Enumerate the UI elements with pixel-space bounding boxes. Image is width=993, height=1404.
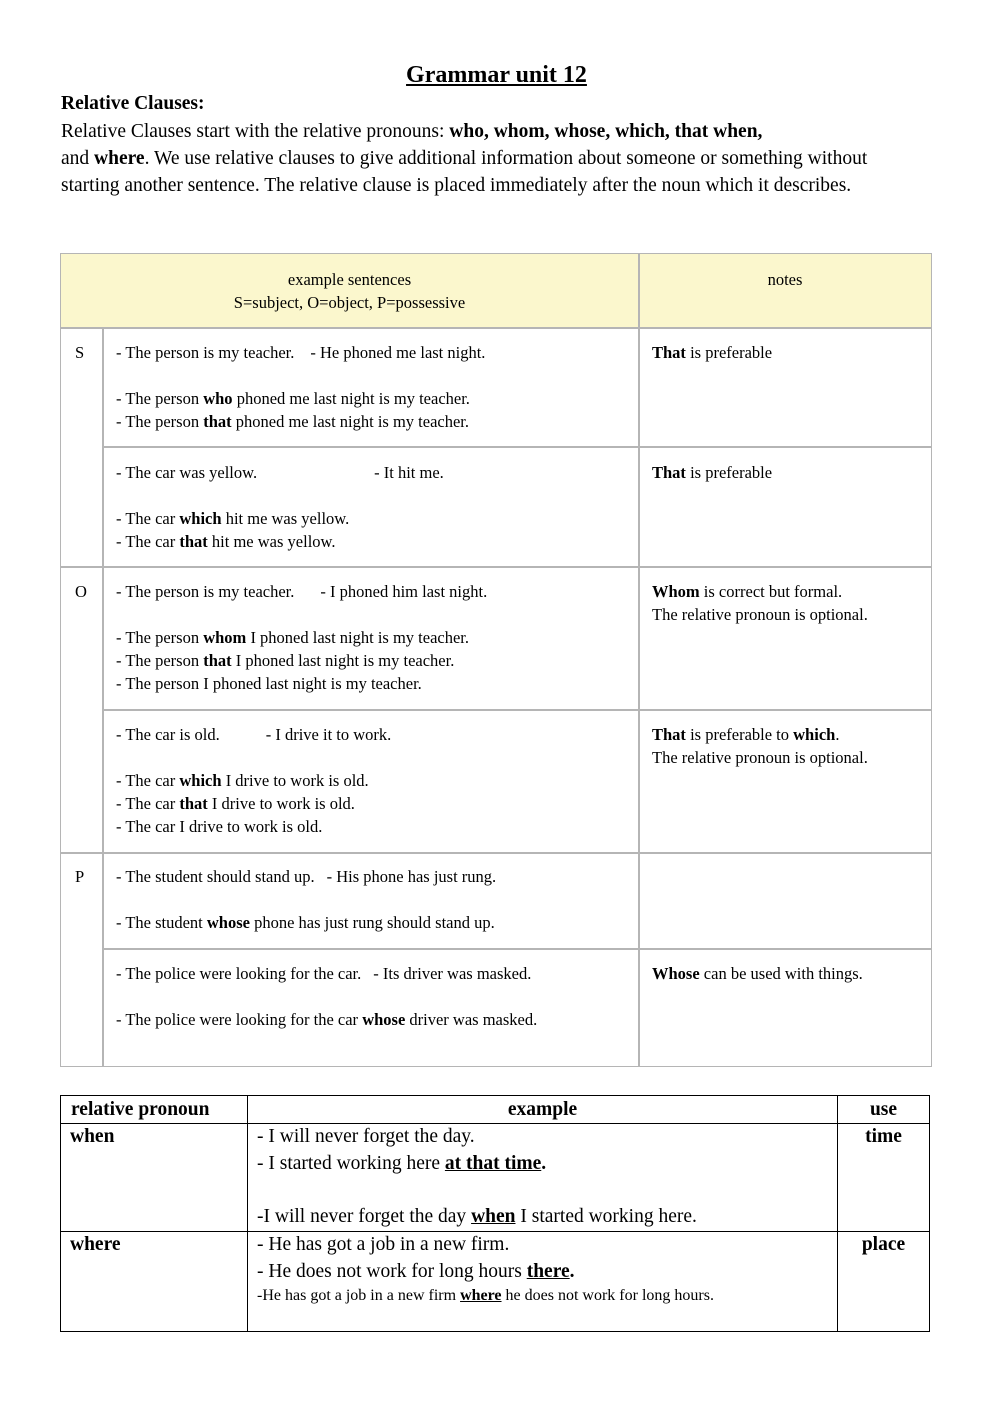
header-notes-cell (639, 254, 931, 327)
text: I drive to work is old. (207, 794, 355, 813)
text: phoned me last night is my teacher. (232, 389, 470, 408)
note-s1 (652, 341, 924, 364)
intro-text-1: Relative Clauses start with the relative pronouns: (61, 121, 450, 142)
sentence: - It hit me. (374, 463, 444, 482)
sentence: - He phoned me last night. (310, 343, 486, 362)
text: -I will never forget the day (257, 1206, 472, 1227)
example-where (257, 1232, 835, 1307)
note-text: The relative pronoun is optional. (652, 605, 868, 624)
sentence: - He has got a job in a new firm. (257, 1234, 510, 1255)
use-when: time (865, 1126, 902, 1147)
text: - The car (116, 771, 180, 790)
example-p1 (116, 865, 631, 934)
sentence: - The student should stand up. (116, 867, 315, 886)
note-text: is preferable (685, 343, 773, 362)
intro-text-2: and (61, 148, 95, 169)
sentence: - The car I drive to work is old. (116, 817, 323, 836)
header-pronoun: relative pronoun (71, 1099, 210, 1120)
intro-text-3: . We use relative clauses to give additional information about someone or something without starting another sentence. The relative clause is placed immediately after the noun which it describes. (61, 148, 868, 196)
header-example-legend: S=subject, O=object, P=possessive (233, 293, 466, 312)
example-p2 (116, 962, 631, 1031)
pronoun: whose (206, 913, 250, 932)
sentence: - The person I phoned last night is my teacher. (116, 674, 422, 693)
text: - The person (116, 651, 204, 670)
emphasis: at that time (444, 1152, 542, 1174)
sentence: - The police were looking for the car. (116, 964, 362, 983)
example-o1 (116, 580, 631, 695)
section-heading: Relative Clauses: (61, 93, 205, 114)
pronoun: where (460, 1287, 502, 1304)
pronoun: which (179, 771, 222, 790)
note-bold: That (652, 463, 686, 482)
text: - He does not work for long hours (257, 1260, 527, 1282)
intro-where: where (94, 148, 145, 169)
note-bold: Whose (652, 964, 700, 983)
pronoun: who (203, 389, 233, 408)
text: -He has got a job in a new firm (257, 1287, 461, 1304)
sentence: - The car is old. (116, 725, 220, 744)
header-use: use (869, 1099, 898, 1120)
label-object: O (75, 582, 87, 601)
sentence: - The car was yellow. (116, 463, 258, 482)
text: hit me was yellow. (207, 532, 336, 551)
sentence: - The person is my teacher. (116, 343, 295, 362)
pronoun: that (203, 651, 232, 670)
header-notes-title: notes (767, 270, 803, 289)
text: . (569, 1260, 575, 1282)
sentence: - Its driver was masked. (373, 964, 532, 983)
note-text: The relative pronoun is optional. (652, 748, 868, 767)
intro-paragraph (61, 118, 921, 199)
note-text: can be used with things. (699, 964, 863, 983)
example-s2 (116, 461, 631, 553)
note-text: is preferable (685, 463, 773, 482)
sentence: - I drive it to work. (265, 725, 392, 744)
pronoun: which (179, 509, 222, 528)
note-p2 (652, 962, 924, 985)
note-o1 (652, 580, 924, 626)
examples-table (60, 253, 932, 1067)
header-example-cell (61, 254, 638, 327)
note-text: is preferable to (685, 725, 794, 744)
text: - The person (116, 412, 204, 431)
sentence: - I phoned him last night. (320, 582, 488, 601)
text: - I started working here (257, 1152, 445, 1174)
note-o2 (652, 723, 924, 769)
text: I started working here. (515, 1206, 697, 1227)
pronoun-when: when (70, 1126, 115, 1147)
pronoun: that (179, 532, 208, 551)
text: phoned me last night is my teacher. (231, 412, 470, 431)
intro-pronouns: who, whom, whose, which, that when, (449, 121, 763, 142)
sentence: - His phone has just rung. (326, 867, 497, 886)
note-bold: That (652, 725, 686, 744)
example-s1 (116, 341, 631, 433)
label-possessive: P (75, 867, 85, 886)
text: - The police were looking for the car (116, 1010, 363, 1029)
sentence: - The person is my teacher. (116, 582, 295, 601)
pronoun: whom (203, 628, 247, 647)
text: . (541, 1152, 547, 1174)
label-subject: S (75, 343, 85, 362)
pronoun-table (60, 1095, 930, 1332)
pronoun: when (471, 1206, 516, 1227)
note-s2 (652, 461, 924, 484)
sentence: - I will never forget the day. (257, 1126, 475, 1147)
pronoun: whose (362, 1010, 406, 1029)
text: - The car (116, 794, 180, 813)
header-example-title: example sentences (287, 270, 412, 289)
text: driver was masked. (405, 1010, 538, 1029)
text: - The person (116, 628, 204, 647)
note-bold: Whom (652, 582, 700, 601)
text: I phoned last night is my teacher. (246, 628, 470, 647)
note-bold: That (652, 343, 686, 362)
text: I phoned last night is my teacher. (231, 651, 455, 670)
note-bold: which (793, 725, 836, 744)
text: - The car (116, 532, 180, 551)
pronoun: that (179, 794, 208, 813)
use-where: place (861, 1234, 906, 1255)
example-o2 (116, 723, 631, 838)
text: - The person (116, 389, 204, 408)
page-title: Grammar unit 12 (406, 62, 587, 88)
text: I drive to work is old. (221, 771, 369, 790)
note-text: is correct but formal. (699, 582, 843, 601)
header-example: example (507, 1099, 578, 1120)
emphasis: there (526, 1260, 570, 1282)
text: he does not work for long hours. (501, 1287, 714, 1304)
text: hit me was yellow. (221, 509, 350, 528)
pronoun-where: where (70, 1234, 121, 1255)
text: phone has just rung should stand up. (249, 913, 495, 932)
text: - The car (116, 509, 180, 528)
text: - The student (116, 913, 207, 932)
pronoun: that (203, 412, 232, 431)
example-when (257, 1124, 832, 1231)
note-text: . (835, 725, 840, 744)
